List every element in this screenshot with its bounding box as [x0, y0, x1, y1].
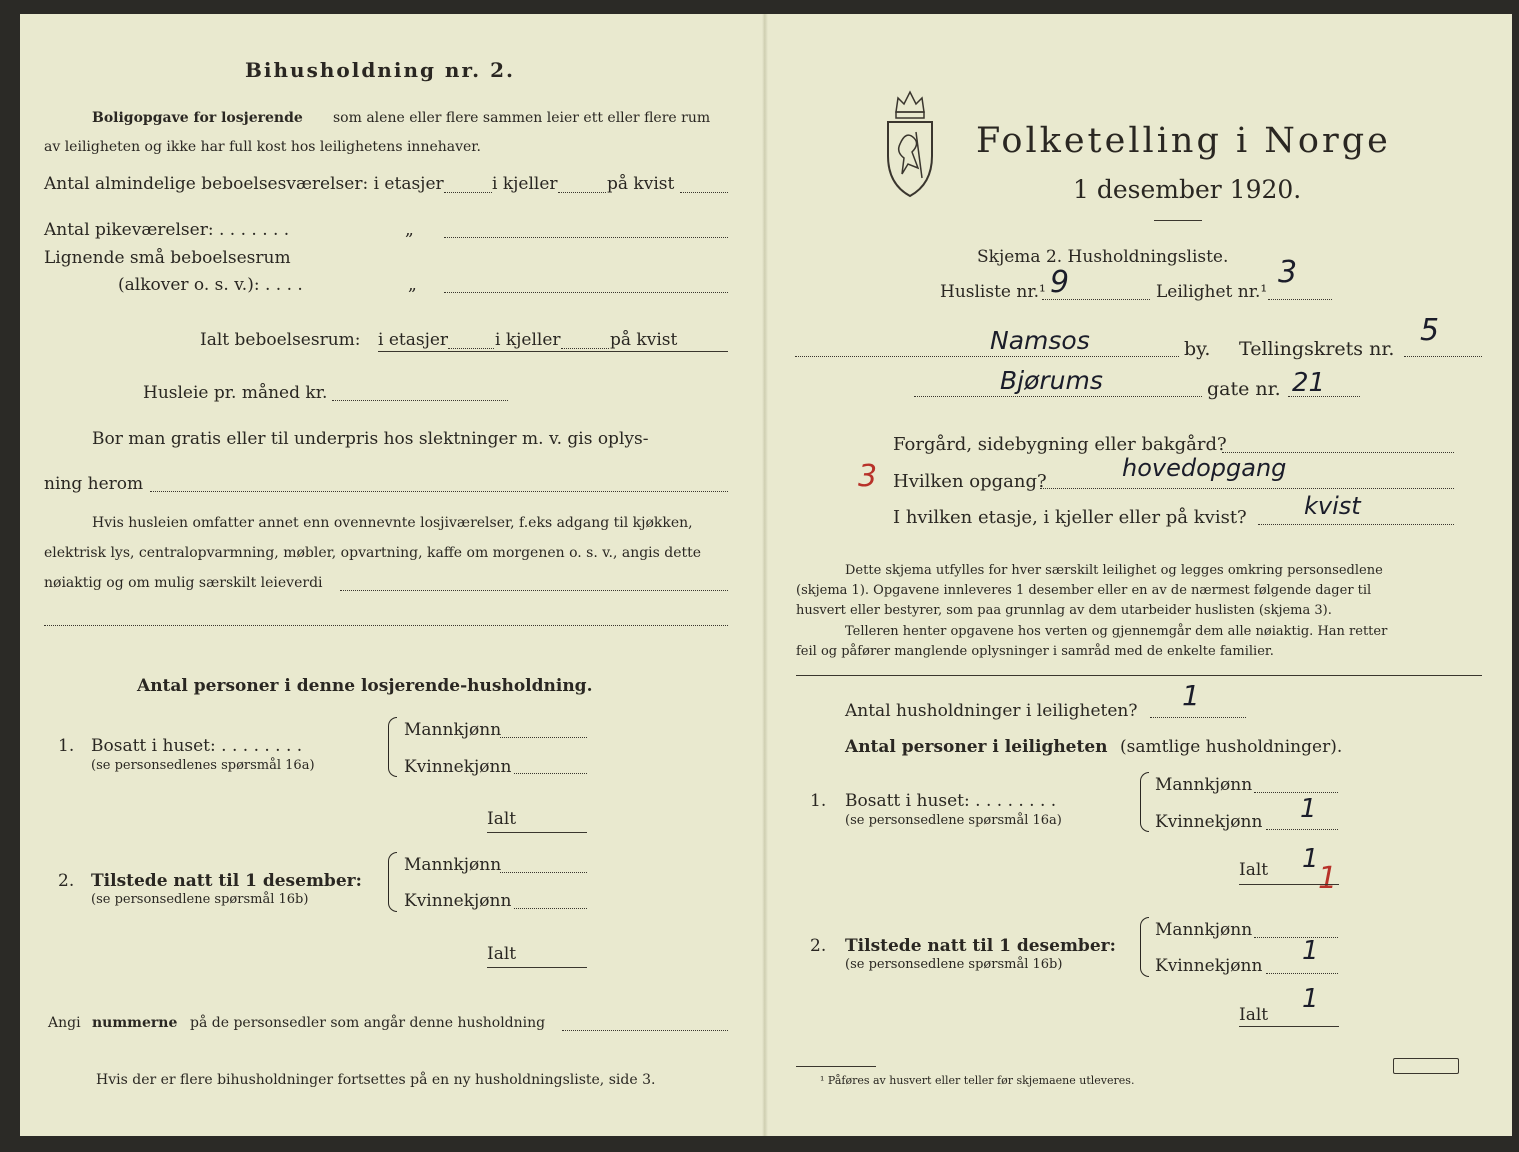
footnote-rule	[796, 1066, 876, 1067]
leilighet-value[interactable]: 3	[1278, 255, 1298, 290]
ditto-mark: „	[405, 220, 414, 240]
r-q1-brace	[1140, 772, 1149, 832]
r-q1-kvinne-field	[1266, 829, 1338, 830]
gate-value[interactable]: Bjørums	[1000, 366, 1103, 395]
angi-pre: Angi	[48, 1015, 81, 1031]
q2-mann-field[interactable]	[500, 872, 587, 873]
q2-ialt-label: Ialt	[487, 944, 517, 964]
field-ialt-etasjer[interactable]	[448, 348, 494, 349]
r-q2-mann-label: Mannkjønn	[1155, 920, 1253, 940]
right-date: 1 desember 1920.	[1073, 175, 1302, 204]
skjema-label: Skjema 2. Husholdningsliste.	[977, 247, 1229, 267]
antal-pers-rest: (samtlige husholdninger).	[1120, 737, 1343, 757]
q1-ialt-field[interactable]	[487, 832, 587, 833]
gate-nr-field	[1288, 396, 1360, 397]
etasje-label: I hvilken etasje, i kjeller eller på kvist?	[893, 507, 1247, 528]
bor-label: Bor man gratis eller til underpris hos slektninger m. v. gis oplys-	[92, 429, 649, 449]
info-line-5: feil og påfører manglende oplysninger i samråd med de enkelte familier.	[796, 644, 1274, 659]
q2-kvinne-field[interactable]	[514, 908, 587, 909]
forgard-label: Forgård, sidebygning eller bakgård?	[893, 434, 1227, 455]
r-q2-kvinne-value[interactable]: 1	[1302, 936, 1319, 966]
antal-hush-field	[1150, 717, 1246, 718]
field-ialt-kjeller[interactable]	[561, 348, 609, 349]
by-label: by.	[1184, 338, 1211, 360]
red-mark: 3	[858, 459, 878, 494]
left-title: Bihusholdning nr. 2.	[245, 58, 515, 82]
ialt-kjeller-label: i kjeller	[495, 330, 561, 350]
etasje-field	[1258, 524, 1454, 525]
krets-field	[1404, 356, 1482, 357]
q2-ialt-field[interactable]	[487, 967, 587, 968]
r-q1-mann-label: Mannkjønn	[1155, 775, 1253, 795]
field-ning[interactable]	[150, 491, 728, 492]
q2-mann-label: Mannkjønn	[404, 855, 502, 875]
ialt-underline	[378, 351, 728, 352]
gate-nr-value[interactable]: 21	[1292, 368, 1326, 398]
r-q2-mann-field[interactable]	[1254, 937, 1338, 938]
r-q2-kvinne-field	[1266, 973, 1338, 974]
r-q2-num: 2.	[810, 936, 827, 956]
center-fold	[762, 14, 768, 1136]
q1-sub: (se personsedlenes spørsmål 16a)	[91, 758, 315, 773]
q2-brace	[388, 852, 397, 912]
field-leieverdi-2[interactable]	[44, 625, 728, 626]
by-value[interactable]: Namsos	[990, 326, 1090, 355]
q1-mann-field[interactable]	[500, 737, 587, 738]
q1-ialt-label: Ialt	[487, 809, 517, 829]
antal-hush-value[interactable]: 1	[1182, 679, 1200, 712]
info-line-4: Telleren henter opgavene hos verten og gjennemgår dem alle nøiaktig. Han retter	[845, 624, 1388, 639]
husliste-field	[1042, 299, 1150, 300]
ning-label: ning herom	[44, 474, 144, 494]
by-field	[795, 356, 1179, 357]
antal-alm-label: Antal almindelige beboelsesværelser: i etasjer	[44, 174, 444, 194]
antal-hush-label: Antal husholdninger i leiligheten?	[845, 701, 1138, 721]
angi-bold: nummerne	[92, 1015, 178, 1031]
intro-bold: Boligopgave for losjerende	[92, 110, 303, 126]
field-husleie[interactable]	[332, 400, 508, 401]
hvis-line-3: nøiaktig og om mulig særskilt leieverdi	[44, 575, 323, 591]
leilighet-field	[1268, 299, 1332, 300]
printer-stamp	[1393, 1058, 1459, 1074]
lignende-label-2: (alkover o. s. v.): . . . .	[118, 275, 303, 295]
q1-mann-label: Mannkjønn	[404, 720, 502, 740]
field-kvist[interactable]	[680, 192, 728, 193]
krets-label: Tellingskrets nr.	[1239, 338, 1395, 360]
husliste-value[interactable]: 9	[1050, 265, 1070, 300]
q1-num: 1.	[58, 736, 75, 756]
r-q1-ialt-label: Ialt	[1239, 860, 1269, 880]
forgard-field[interactable]	[1222, 452, 1454, 453]
hvis-line-1: Hvis husleien omfatter annet enn ovennevnte losjiværelser, f.eks adgang til kjøkken,	[92, 515, 693, 531]
intro-rest: som alene eller flere sammen leier ett eller flere rum	[333, 110, 711, 126]
intro-line2: av leiligheten og ikke har full kost hos leilighetens innehaver.	[44, 139, 481, 155]
leilighet-label: Leilighet nr.¹	[1156, 282, 1268, 302]
info-rule	[796, 675, 1482, 676]
field-angi[interactable]	[562, 1030, 728, 1031]
angi-rest: på de personsedler som angår denne husholdning	[190, 1015, 546, 1031]
opgang-label: Hvilken opgang?	[893, 471, 1047, 492]
r-q2-kvinne-label: Kvinnekjønn	[1155, 956, 1263, 976]
antal-pers-bold: Antal personer i leiligheten	[845, 737, 1108, 757]
kvist-label: på kvist	[607, 174, 675, 194]
info-line-3: husvert eller bestyrer, som paa grunnlag av dem utarbeider huslisten (skjema 3).	[796, 603, 1332, 618]
coat-of-arms-icon	[882, 86, 938, 198]
r-q2-sub: (se personsedlene spørsmål 16b)	[845, 957, 1063, 972]
ialt-etasjer-label: i etasjer	[378, 330, 449, 350]
lignende-label-1: Lignende små beboelsesrum	[44, 248, 291, 268]
field-pike[interactable]	[444, 237, 728, 238]
r-q1-kvinne-label: Kvinnekjønn	[1155, 812, 1263, 832]
r-q1-num: 1.	[810, 791, 827, 811]
r-q1-ialt-value[interactable]: 1	[1302, 844, 1319, 874]
field-kjeller[interactable]	[558, 192, 606, 193]
q2-num: 2.	[58, 871, 75, 891]
q2-sub: (se personsedlene spørsmål 16b)	[91, 892, 309, 907]
husleie-label: Husleie pr. måned kr.	[143, 383, 328, 403]
q1-kvinne-field[interactable]	[514, 773, 587, 774]
gate-label: gate nr.	[1207, 378, 1281, 400]
right-title: Folketelling i Norge	[976, 121, 1391, 161]
info-line-2: (skjema 1). Opgavene innleveres 1 desember eller en av de nærmest følgende dager til	[796, 583, 1372, 598]
krets-value[interactable]: 5	[1420, 313, 1440, 348]
info-line-1: Dette skjema utfylles for hver særskilt leilighet og legges omkring personsedlene	[845, 563, 1383, 578]
etasje-value[interactable]: kvist	[1304, 492, 1361, 520]
husliste-label: Husliste nr.¹	[940, 282, 1046, 302]
field-lignende[interactable]	[444, 292, 728, 293]
r-q2-ialt-label: Ialt	[1239, 1005, 1269, 1025]
r-q1-label: Bosatt i huset: . . . . . . . .	[845, 791, 1057, 811]
r-q2-brace	[1140, 917, 1149, 977]
r-q2-label: Tilstede natt til 1 desember:	[845, 936, 1116, 956]
footnote: ¹ Påføres av husvert eller teller før skjemaene utleveres.	[820, 1074, 1135, 1087]
date-rule	[1154, 220, 1202, 221]
q2-kvinne-label: Kvinnekjønn	[404, 891, 512, 911]
r-q1-ialt-red-mark: 1	[1318, 861, 1338, 896]
field-leieverdi[interactable]	[340, 590, 728, 591]
pike-label: Antal pikeværelser: . . . . . . .	[44, 220, 290, 240]
q1-label: Bosatt i huset: . . . . . . . .	[91, 736, 303, 756]
field-etasjer[interactable]	[444, 192, 492, 193]
r-q2-ialt-value[interactable]: 1	[1302, 984, 1319, 1014]
ialt-beboelse-label: Ialt beboelsesrum:	[200, 330, 361, 350]
antal-personer-heading: Antal personer i denne losjerende-husholdning.	[137, 676, 593, 696]
r-q2-ialt-field	[1239, 1026, 1339, 1027]
r-q1-mann-field[interactable]	[1254, 792, 1338, 793]
opgang-field	[1040, 488, 1454, 489]
gate-field	[914, 396, 1202, 397]
hvis-line-2: elektrisk lys, centralopvarmning, møbler, opvartning, kaffe om morgenen o. s. v., angis dette	[44, 545, 702, 561]
r-q1-ialt-field	[1239, 884, 1339, 885]
ditto-mark-2: „	[408, 275, 417, 295]
q1-brace	[388, 717, 397, 777]
q2-label: Tilstede natt til 1 desember:	[91, 871, 362, 891]
r-q1-kvinne-value[interactable]: 1	[1300, 794, 1317, 824]
opgang-value[interactable]: hovedopgang	[1122, 454, 1287, 482]
kjeller-label: i kjeller	[492, 174, 558, 194]
ialt-kvist-label: på kvist	[610, 330, 678, 350]
left-footer: Hvis der er flere bihusholdninger fortsettes på en ny husholdningsliste, side 3.	[96, 1072, 656, 1088]
r-q1-sub: (se personsedlene spørsmål 16a)	[845, 813, 1062, 828]
q1-kvinne-label: Kvinnekjønn	[404, 757, 512, 777]
